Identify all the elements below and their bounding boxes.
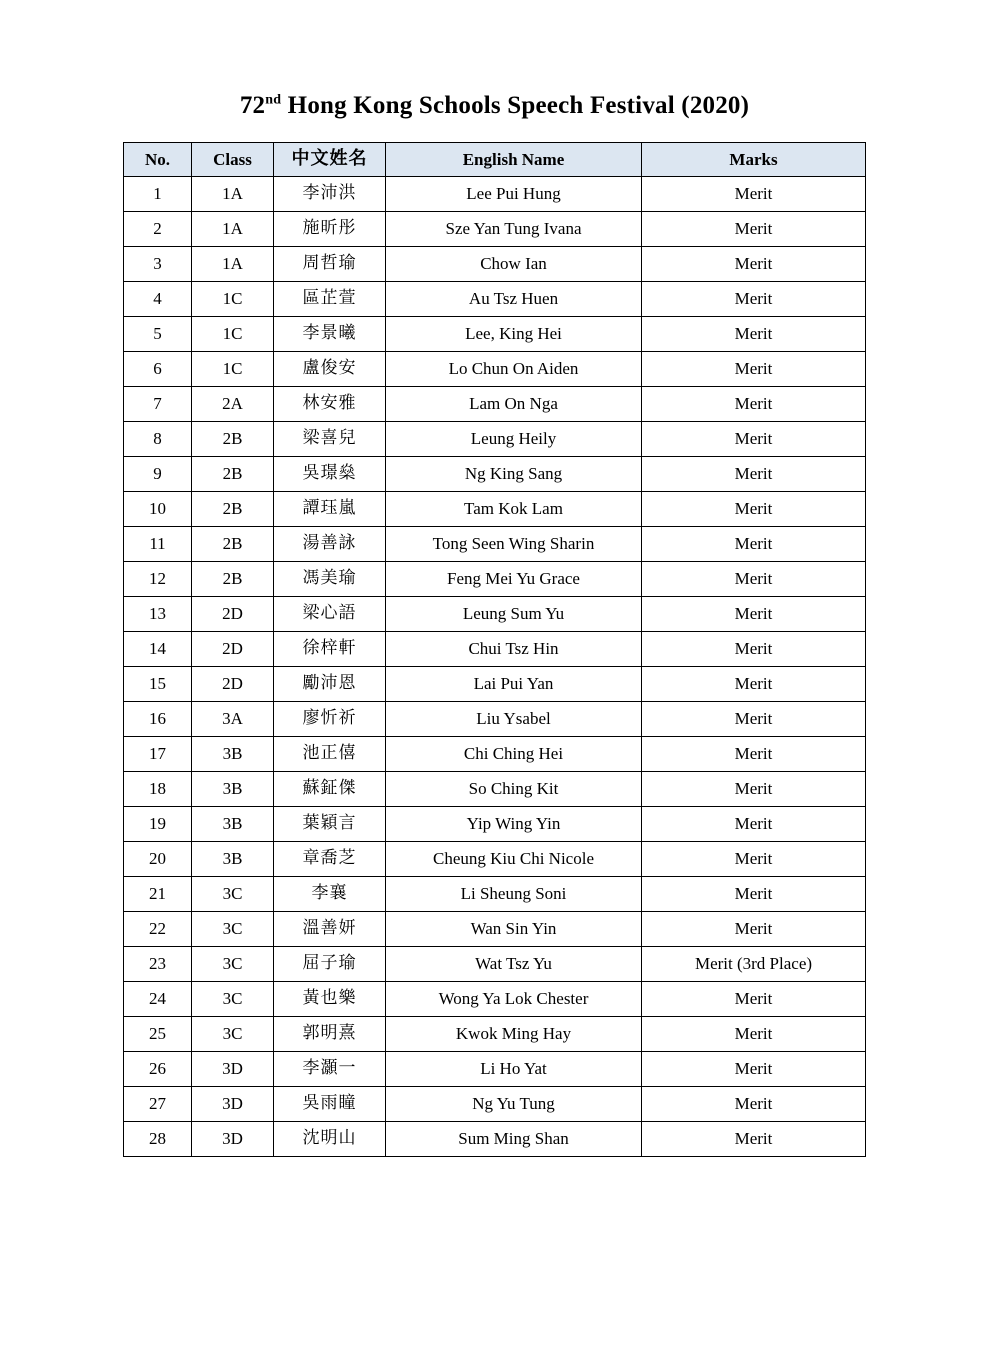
- cell-english-name: Lam On Nga: [386, 387, 642, 422]
- cell-english-name: Li Sheung Soni: [386, 877, 642, 912]
- cell-no: 23: [124, 947, 192, 982]
- cell-no: 26: [124, 1052, 192, 1087]
- cell-no: 10: [124, 492, 192, 527]
- cell-no: 11: [124, 527, 192, 562]
- cell-marks: Merit (3rd Place): [642, 947, 866, 982]
- table-row: [124, 317, 866, 352]
- cell-no: 3: [124, 247, 192, 282]
- cell-no: 12: [124, 562, 192, 597]
- cell-class: 2B: [192, 457, 274, 492]
- cell-english-name: Leung Heily: [386, 422, 642, 457]
- table-row: [124, 982, 866, 1017]
- cell-chinese-name: 李景曦: [274, 317, 386, 352]
- table-row: [124, 457, 866, 492]
- cell-class: 3B: [192, 842, 274, 877]
- cell-class: 3C: [192, 1017, 274, 1052]
- table-row: [124, 912, 866, 947]
- table-row: [124, 527, 866, 562]
- cell-no: 21: [124, 877, 192, 912]
- cell-marks: Merit: [642, 737, 866, 772]
- cell-chinese-name: 李襄: [274, 877, 386, 912]
- cell-marks: Merit: [642, 317, 866, 352]
- cell-class: 3A: [192, 702, 274, 737]
- cell-class: 3C: [192, 877, 274, 912]
- cell-chinese-name: 溫善妍: [274, 912, 386, 947]
- column-header-chinese-name: 中文姓名: [274, 143, 386, 177]
- cell-marks: Merit: [642, 212, 866, 247]
- cell-english-name: Au Tsz Huen: [386, 282, 642, 317]
- cell-marks: Merit: [642, 807, 866, 842]
- cell-marks: Merit: [642, 912, 866, 947]
- column-header-no: No.: [124, 143, 192, 177]
- cell-no: 22: [124, 912, 192, 947]
- cell-no: 6: [124, 352, 192, 387]
- cell-chinese-name: 湯善詠: [274, 527, 386, 562]
- cell-class: 3D: [192, 1122, 274, 1157]
- cell-english-name: Wong Ya Lok Chester: [386, 982, 642, 1017]
- cell-chinese-name: 譚珏嵐: [274, 492, 386, 527]
- cell-marks: Merit: [642, 877, 866, 912]
- table-row: [124, 1122, 866, 1157]
- table-row: [124, 352, 866, 387]
- cell-marks: Merit: [642, 282, 866, 317]
- cell-no: 27: [124, 1087, 192, 1122]
- cell-marks: Merit: [642, 352, 866, 387]
- table-row: [124, 562, 866, 597]
- cell-english-name: Feng Mei Yu Grace: [386, 562, 642, 597]
- cell-english-name: Chow Ian: [386, 247, 642, 282]
- table-row: [124, 702, 866, 737]
- cell-class: 3D: [192, 1052, 274, 1087]
- table-row: [124, 947, 866, 982]
- cell-class: 3C: [192, 912, 274, 947]
- cell-no: 2: [124, 212, 192, 247]
- cell-english-name: Chui Tsz Hin: [386, 632, 642, 667]
- cell-no: 1: [124, 177, 192, 212]
- cell-marks: Merit: [642, 562, 866, 597]
- cell-class: 2B: [192, 527, 274, 562]
- cell-chinese-name: 盧俊安: [274, 352, 386, 387]
- cell-chinese-name: 勵沛恩: [274, 667, 386, 702]
- cell-english-name: Yip Wing Yin: [386, 807, 642, 842]
- cell-chinese-name: 葉穎言: [274, 807, 386, 842]
- cell-marks: Merit: [642, 1087, 866, 1122]
- cell-class: 2D: [192, 597, 274, 632]
- table-row: [124, 177, 866, 212]
- cell-no: 18: [124, 772, 192, 807]
- cell-no: 14: [124, 632, 192, 667]
- table-row: [124, 807, 866, 842]
- cell-class: 3D: [192, 1087, 274, 1122]
- cell-english-name: Kwok Ming Hay: [386, 1017, 642, 1052]
- cell-class: 3B: [192, 772, 274, 807]
- cell-no: 20: [124, 842, 192, 877]
- table-row: [124, 877, 866, 912]
- cell-class: 2B: [192, 562, 274, 597]
- table-row: [124, 492, 866, 527]
- cell-class: 3B: [192, 737, 274, 772]
- cell-no: 24: [124, 982, 192, 1017]
- cell-marks: Merit: [642, 1052, 866, 1087]
- cell-english-name: Liu Ysabel: [386, 702, 642, 737]
- cell-marks: Merit: [642, 422, 866, 457]
- cell-no: 25: [124, 1017, 192, 1052]
- cell-class: 2D: [192, 667, 274, 702]
- table-row: [124, 1052, 866, 1087]
- column-header-english-name: English Name: [386, 143, 642, 177]
- cell-marks: Merit: [642, 842, 866, 877]
- cell-marks: Merit: [642, 177, 866, 212]
- cell-chinese-name: 施昕彤: [274, 212, 386, 247]
- cell-no: 19: [124, 807, 192, 842]
- cell-no: 15: [124, 667, 192, 702]
- cell-no: 16: [124, 702, 192, 737]
- cell-english-name: Lai Pui Yan: [386, 667, 642, 702]
- cell-marks: Merit: [642, 632, 866, 667]
- cell-chinese-name: 郭明熹: [274, 1017, 386, 1052]
- cell-marks: Merit: [642, 982, 866, 1017]
- cell-chinese-name: 區芷萱: [274, 282, 386, 317]
- cell-english-name: Cheung Kiu Chi Nicole: [386, 842, 642, 877]
- cell-no: 13: [124, 597, 192, 632]
- table-row: [124, 772, 866, 807]
- cell-chinese-name: 黃也樂: [274, 982, 386, 1017]
- table-row: [124, 387, 866, 422]
- table-row: [124, 422, 866, 457]
- cell-class: 1C: [192, 352, 274, 387]
- table-header-row: [124, 143, 866, 177]
- cell-marks: Merit: [642, 387, 866, 422]
- table-row: [124, 212, 866, 247]
- cell-class: 1A: [192, 247, 274, 282]
- cell-chinese-name: 周哲瑜: [274, 247, 386, 282]
- cell-marks: Merit: [642, 457, 866, 492]
- cell-marks: Merit: [642, 702, 866, 737]
- document-page: [0, 92, 989, 1372]
- column-header-marks: Marks: [642, 143, 866, 177]
- cell-marks: Merit: [642, 1017, 866, 1052]
- cell-no: 5: [124, 317, 192, 352]
- cell-class: 2B: [192, 422, 274, 457]
- cell-no: 9: [124, 457, 192, 492]
- table-row: [124, 597, 866, 632]
- cell-marks: Merit: [642, 247, 866, 282]
- cell-class: 2B: [192, 492, 274, 527]
- cell-class: 3B: [192, 807, 274, 842]
- cell-english-name: Lo Chun On Aiden: [386, 352, 642, 387]
- results-table: [123, 142, 866, 1157]
- table-row: [124, 1017, 866, 1052]
- cell-english-name: So Ching Kit: [386, 772, 642, 807]
- cell-class: 2D: [192, 632, 274, 667]
- table-body: [124, 177, 866, 1157]
- cell-english-name: Leung Sum Yu: [386, 597, 642, 632]
- cell-english-name: Sum Ming Shan: [386, 1122, 642, 1157]
- cell-chinese-name: 章喬芝: [274, 842, 386, 877]
- cell-marks: Merit: [642, 667, 866, 702]
- cell-chinese-name: 徐梓軒: [274, 632, 386, 667]
- cell-class: 1A: [192, 177, 274, 212]
- cell-english-name: Wan Sin Yin: [386, 912, 642, 947]
- cell-english-name: Lee Pui Hung: [386, 177, 642, 212]
- cell-chinese-name: 李灝一: [274, 1052, 386, 1087]
- cell-english-name: Sze Yan Tung Ivana: [386, 212, 642, 247]
- cell-class: 1A: [192, 212, 274, 247]
- cell-chinese-name: 馮美瑜: [274, 562, 386, 597]
- cell-chinese-name: 屈子瑜: [274, 947, 386, 982]
- cell-english-name: Tong Seen Wing Sharin: [386, 527, 642, 562]
- cell-class: 1C: [192, 282, 274, 317]
- cell-chinese-name: 吳雨瞳: [274, 1087, 386, 1122]
- table-row: [124, 842, 866, 877]
- cell-english-name: Chi Ching Hei: [386, 737, 642, 772]
- cell-no: 7: [124, 387, 192, 422]
- cell-no: 8: [124, 422, 192, 457]
- cell-english-name: Tam Kok Lam: [386, 492, 642, 527]
- cell-english-name: Wat Tsz Yu: [386, 947, 642, 982]
- cell-marks: Merit: [642, 492, 866, 527]
- cell-chinese-name: 沈明山: [274, 1122, 386, 1157]
- cell-no: 4: [124, 282, 192, 317]
- table-row: [124, 1087, 866, 1122]
- cell-english-name: Ng Yu Tung: [386, 1087, 642, 1122]
- cell-class: 1C: [192, 317, 274, 352]
- cell-class: 3C: [192, 982, 274, 1017]
- cell-chinese-name: 蘇鉦傑: [274, 772, 386, 807]
- table-row: [124, 247, 866, 282]
- cell-marks: Merit: [642, 527, 866, 562]
- cell-chinese-name: 池正僖: [274, 737, 386, 772]
- cell-chinese-name: 李沛洪: [274, 177, 386, 212]
- cell-no: 17: [124, 737, 192, 772]
- page-title: [0, 92, 989, 120]
- cell-english-name: Li Ho Yat: [386, 1052, 642, 1087]
- table-row: [124, 667, 866, 702]
- cell-chinese-name: 林安雅: [274, 387, 386, 422]
- cell-marks: Merit: [642, 772, 866, 807]
- cell-english-name: Lee, King Hei: [386, 317, 642, 352]
- cell-marks: Merit: [642, 597, 866, 632]
- cell-class: 3C: [192, 947, 274, 982]
- cell-marks: Merit: [642, 1122, 866, 1157]
- table-row: [124, 632, 866, 667]
- cell-chinese-name: 吳璟燊: [274, 457, 386, 492]
- page-title-rest: Hong Kong Schools Speech Festival (2020): [281, 92, 750, 119]
- table-row: [124, 737, 866, 772]
- cell-chinese-name: 梁喜兒: [274, 422, 386, 457]
- page-title-prefix: 72: [239, 92, 266, 119]
- cell-chinese-name: 廖忻祈: [274, 702, 386, 737]
- cell-english-name: Ng King Sang: [386, 457, 642, 492]
- table-header: [124, 143, 866, 177]
- cell-class: 2A: [192, 387, 274, 422]
- cell-chinese-name: 梁心語: [274, 597, 386, 632]
- table-row: [124, 282, 866, 317]
- page-title-ordinal-suffix: nd: [265, 92, 282, 108]
- cell-no: 28: [124, 1122, 192, 1157]
- column-header-class: Class: [192, 143, 274, 177]
